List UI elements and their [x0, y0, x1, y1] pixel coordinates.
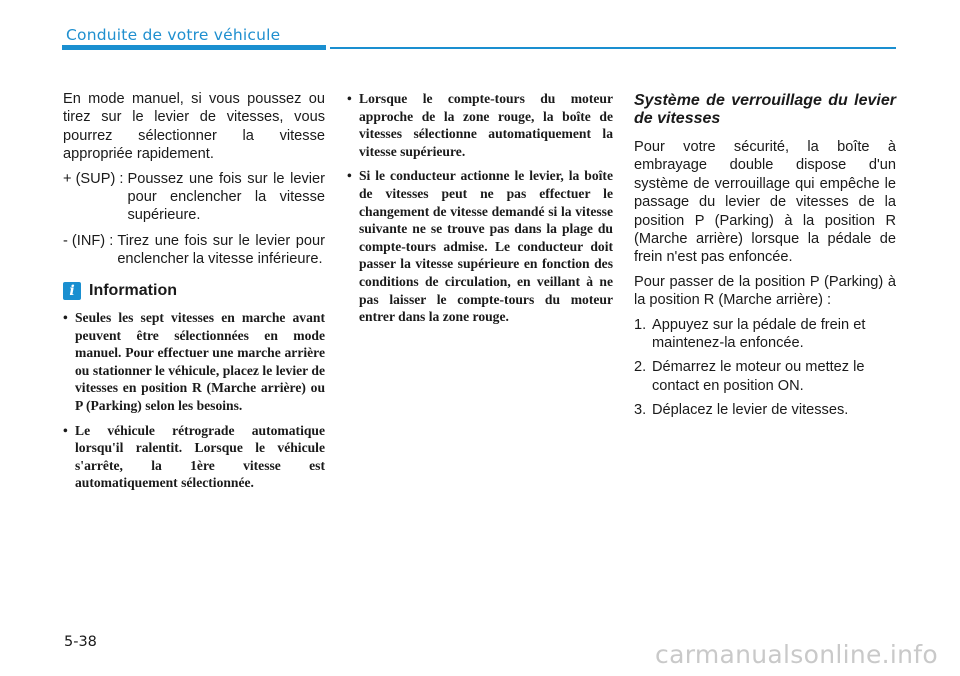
mode-inf-text: Tirez une fois sur le levier pour enclencher la vitesse inférieure. — [117, 232, 325, 268]
mode-definitions — [63, 170, 325, 269]
header-rule-thick — [62, 45, 326, 50]
step-item — [634, 358, 896, 395]
right-column — [634, 90, 896, 426]
middle-bullet: • Lorsque le compte-tours du moteur approche de la zone rouge, la boîte de vitesses sélectionne automatiquement la vitesse supérieure. — [347, 90, 613, 160]
step-number: 1. — [634, 316, 647, 333]
section-title: Système de verrouillage du levier de vitesses — [634, 92, 896, 127]
mode-sup-text: Poussez une fois sur le levier pour enclencher la vitesse supérieure. — [127, 170, 325, 224]
info-icon: i — [63, 282, 81, 300]
information-title: Information — [89, 281, 177, 299]
intro-paragraph: En mode manuel, si vous poussez ou tirez sur le levier de vitesses, vous pourrez sélectionner la vitesse appropriée rapidement. — [63, 91, 325, 163]
section-header-title: Conduite de votre véhicule — [66, 26, 281, 44]
mode-inf-key: - (INF) : — [63, 232, 118, 249]
procedure-intro: Pour passer de la position P (Parking) à la position R (Marche arrière) : — [634, 273, 896, 309]
watermark: carmanualsonline.info — [655, 640, 938, 669]
step-number: 2. — [634, 359, 647, 376]
mode-inf-row — [63, 232, 325, 269]
information-bullet: • Le véhicule rétrograde automatique lorsqu'il ralentit. Lorsque le véhicule s'arrête, la 1ère vitesse est automatiquement sélectionnée. — [63, 422, 325, 492]
step-text: Démarrez le moteur ou mettez le contact en position ON. — [652, 359, 865, 394]
mode-sup-row — [63, 170, 325, 225]
middle-bullets — [347, 90, 613, 326]
middle-bullet: • Si le conducteur actionne le levier, la boîte de vitesses peut ne pas effectuer le changement de vitesse demandé si la vitesse suivante ne se trouve pas dans la plage du compte-tours admise. Le conducteur doit passer la vitesse supérieure en fonction des conditions de circulation, en veillant à ne pas laisser le compte-tours du moteur entrer dans la zone rouge. — [347, 167, 613, 325]
step-item — [634, 401, 896, 419]
information-bullet: • Seules les sept vitesses en marche avant peuvent être sélectionnées en mode manuel. Pour effectuer une marche arrière ou stationner le véhicule, placez le levier de vitesses en position R (Marche arrière) ou P (Parking) selon les besoins. — [63, 309, 325, 415]
left-column — [63, 90, 325, 499]
mode-sup-key: + (SUP) : — [63, 170, 128, 187]
step-text: Appuyez sur la pédale de frein et maintenez-la enfoncée. — [652, 316, 866, 352]
information-heading — [63, 282, 325, 300]
middle-column — [347, 90, 613, 333]
information-bullets — [63, 309, 325, 492]
lock-system-paragraph: Pour votre sécurité, la boîte à embrayage double dispose d'un système de verrouillage qui empêche le passage du levier de vitesses de la position P (Parking) à la position R (Marche arrière) lorsque la pédale de frein n'est pas enfoncée. — [634, 139, 896, 266]
page-number: 5-38 — [64, 634, 97, 650]
procedure-steps — [634, 316, 896, 420]
step-number: 3. — [634, 402, 647, 419]
step-item — [634, 316, 896, 353]
header-rule-thin — [330, 47, 896, 49]
step-text: Déplacez le levier de vitesses. — [652, 402, 849, 419]
